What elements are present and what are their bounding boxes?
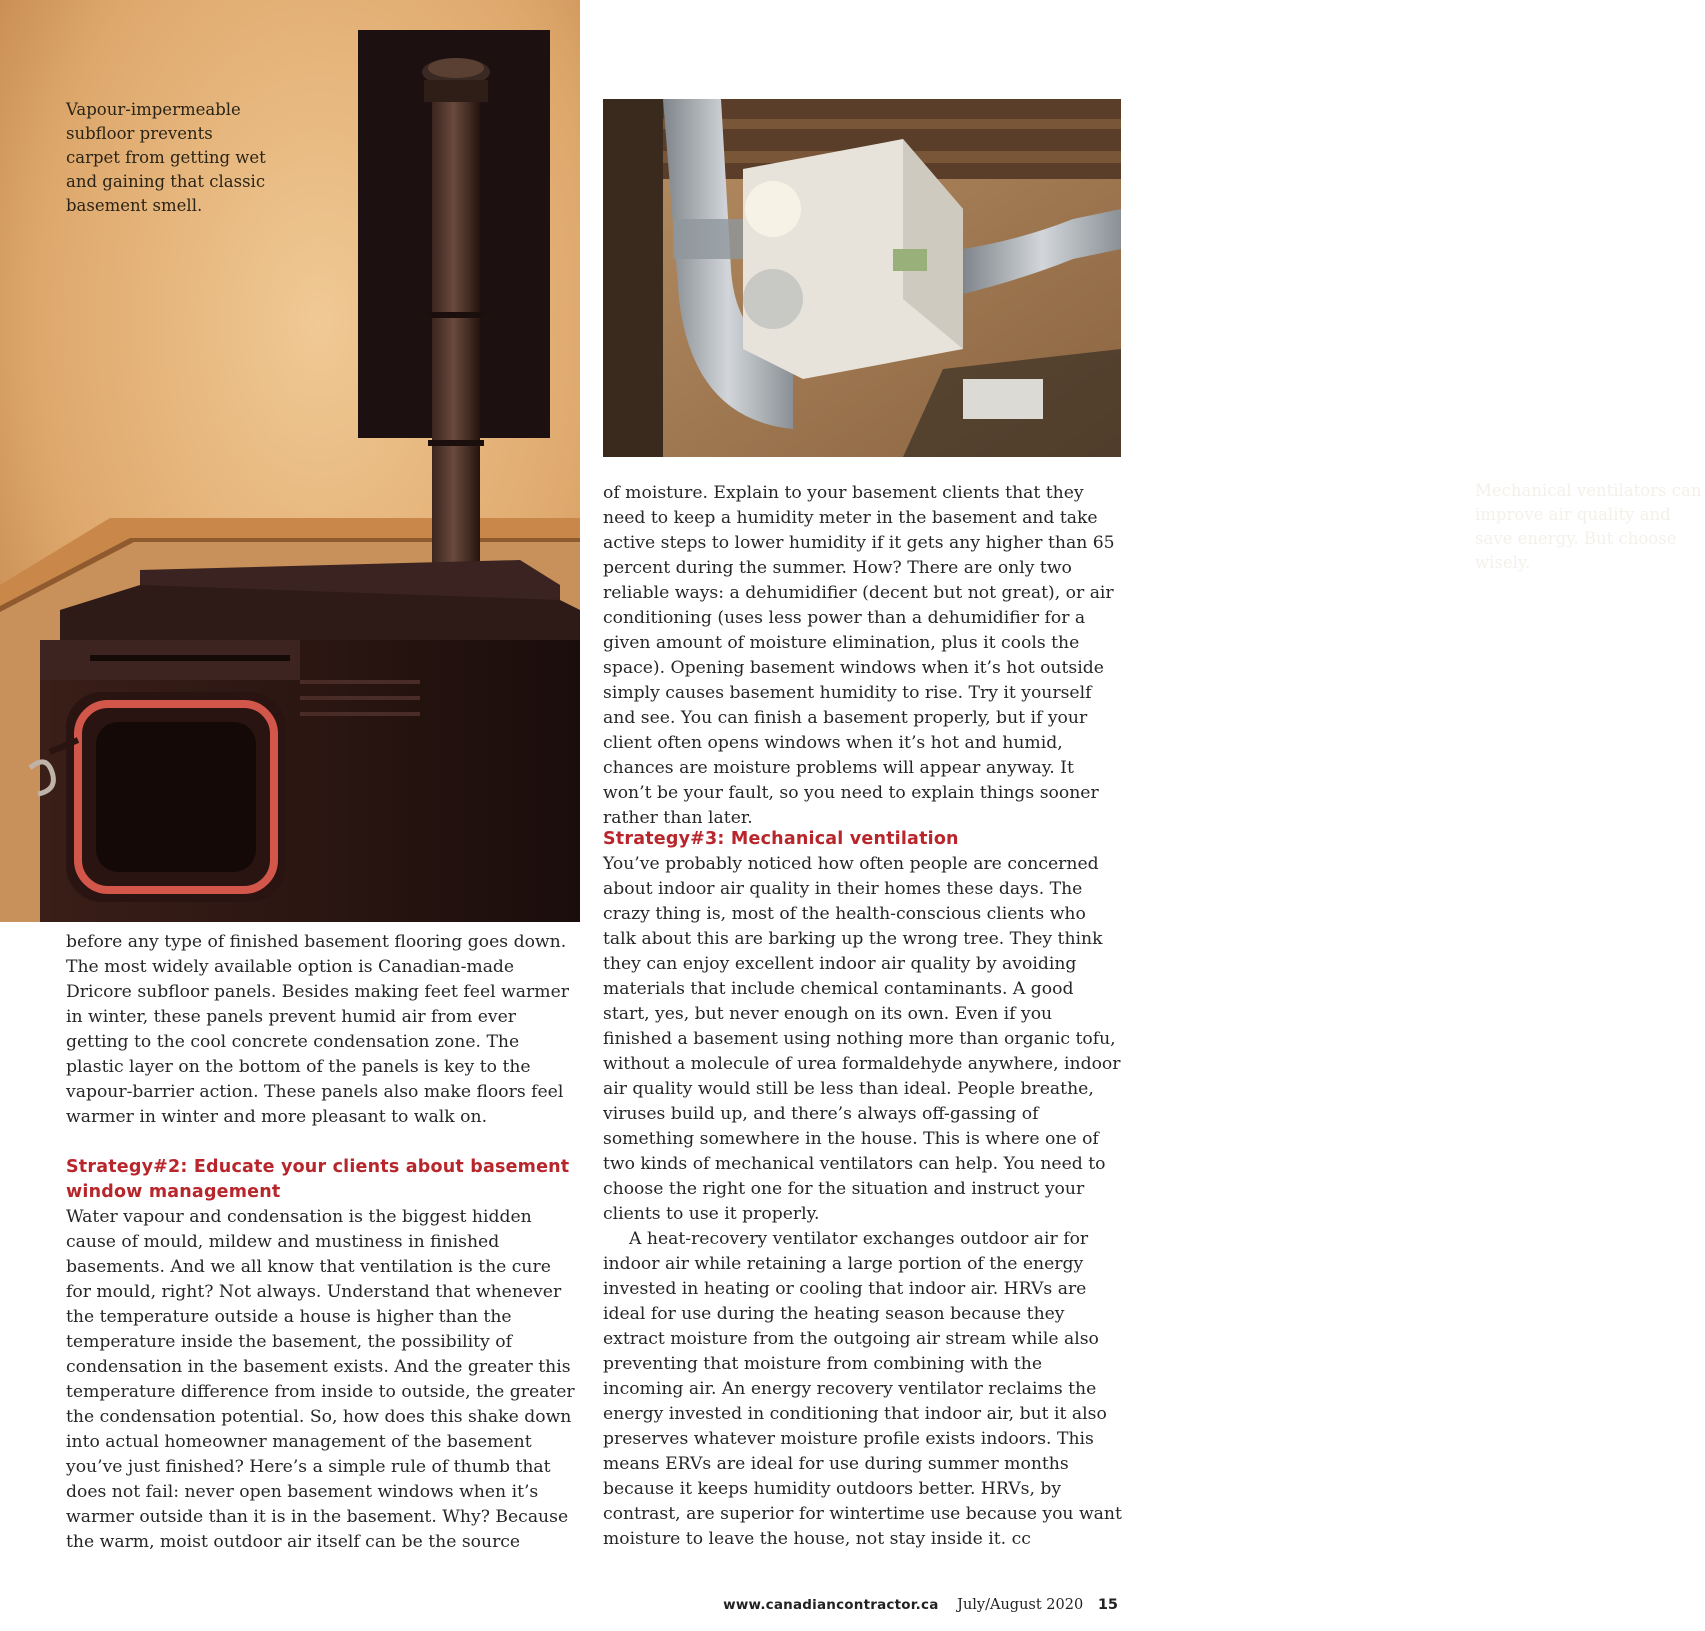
strategy-2-paragraph: Water vapour and condensation is the biggest hidden cause of mould, mildew and mustiness in finished basements. And we all know that ventilation is the cure for mould, right? Not always. Understand that whenever the temperature outside a house is higher than the temperature inside the basement, the possibility of condensation in the basement exists. And the greater this temperature difference from inside to outside, the greater the condensation potential. So, how does this shake down into actual homeowner management of the basement you’ve just finished? Here’s a simple rule of thumb that does not fail: never open basement windows when it’s warmer outside than it is in the basement. Why? Because the warm, moist outdoor air itself can be the source bbox=[66, 1207, 575, 1552]
continuation-paragraph: of moisture. Explain to your basement clients that they need to keep a humidity meter in the basement and take active steps to lower humidity if it gets any higher than 65 percent during the summer. How? There are only two reliable ways: a dehumidifier (decent but not great), or air conditioning (uses less power than a dehumidifier for a given amount of moisture elimination, plus it cools the space). Opening basement windows when it’s hot outside simply causes basement humidity to rise. Try it yourself and see. You can finish a basement properly, but if your client often opens windows when it’s hot and humid, chances are moisture problems will appear anyway. It won’t be your fault, so you need to explain things sooner rather than later. bbox=[603, 483, 1115, 828]
right-column-strategy-3 bbox=[603, 827, 1123, 1552]
page-number: 15 bbox=[1097, 1597, 1118, 1613]
stove-photo bbox=[0, 0, 580, 922]
strategy-3-paragraph-1: You’ve probably noticed how often people are concerned about indoor air quality in their homes these days. The crazy thing is, most of the health-conscious clients who talk about this are barking up the wrong tree. They think they can enjoy excellent indoor air quality by avoiding materials that include chemical contaminants. A good start, yes, but never enough on its own. Even if you finished a basement using nothing more than organic tofu, without a molecule of urea formaldehyde anywhere, indoor air quality would still be less than ideal. People breathe, viruses build up, and there’s always off-gassing of something somewhere in the house. This is where one of two kinds of mechanical ventilators can help. You need to choose the right one for the situation and instruct your clients to use it properly. bbox=[603, 854, 1121, 1224]
intro-paragraph: before any type of finished basement flooring goes down. The most widely available option is Canadian-made Dricore subfloor panels. Besides making feet feel warmer in winter, these panels prevent humid air from ever getting to the cool concrete condensation zone. The plastic layer on the bottom of the panels is key to the vapour-barrier action. These panels also make floors feel warmer in winter and more pleasant to walk on. bbox=[66, 932, 569, 1127]
left-column bbox=[66, 930, 576, 1555]
ventilator-photo bbox=[603, 99, 1702, 572]
footer-date: July/August 2020 bbox=[957, 1597, 1084, 1613]
ventilator-photo-caption: Mechanical ventilators can improve air quality and save energy. But choose wisely. bbox=[1475, 481, 1702, 572]
ventilator-illustration bbox=[603, 99, 1121, 457]
footer-url[interactable]: www.canadiancontractor.ca bbox=[723, 1597, 939, 1613]
stove-photo-caption: Vapour-impermeable subfloor prevents carpet from getting wet and gaining that classic basement smell. bbox=[66, 100, 266, 215]
right-column-continuation bbox=[603, 481, 1123, 831]
strategy-3-paragraph-2: A heat-recovery ventilator exchanges outdoor air for indoor air while retaining a large portion of the energy invested in heating or cooling that indoor air. HRVs are ideal for use during the heating season because they extract moisture from the outgoing air stream while also preventing that moisture from combining with the incoming air. An energy recovery ventilator reclaims the energy invested in conditioning that indoor air, but it also preserves whatever moisture profile exists indoors. This means ERVs are ideal for use during summer months because it keeps humidity outdoors better. HRVs, by contrast, are superior for wintertime use because you want moisture to leave the house, not stay inside it. cc bbox=[603, 1229, 1122, 1549]
strategy-2-heading: Strategy#2: Educate your clients about basement window management bbox=[66, 1157, 570, 1202]
strategy-3-heading: Strategy#3: Mechanical ventilation bbox=[603, 829, 959, 849]
page-footer bbox=[723, 1597, 1118, 1613]
